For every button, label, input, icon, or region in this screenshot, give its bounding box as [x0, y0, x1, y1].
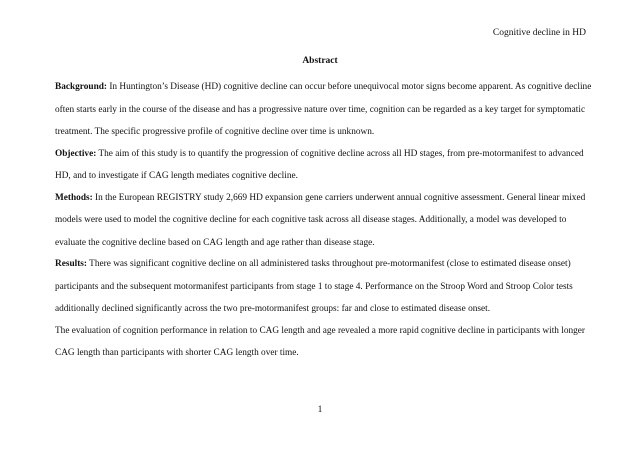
methods-paragraph: [55, 192, 595, 249]
page-number: 1: [317, 405, 323, 415]
methods-label: Methods:: [55, 192, 93, 203]
objective-text: The aim of this study is to quantify the progression of cognitive decline across all HD stages, from pre-motormanifest to advanced: [96, 148, 584, 159]
text-line: [55, 148, 595, 160]
text-line: [55, 258, 595, 270]
background-text: In Huntington’s Disease (HD) cognitive decline can occur before unequivocal motor signs become apparent. As cognitive decline: [107, 82, 592, 92]
running-head: Cognitive decline in HD: [492, 28, 586, 38]
text-line: CAG length than participants with shorter CAG length over time.: [55, 348, 299, 358]
text-line: treatment. The specific progressive profile of cognitive decline over time is unknown.: [55, 127, 375, 137]
text-line: often starts early in the course of the disease and has a progressive nature over time, cognition can be regarded as a key target for symptomatic: [55, 104, 586, 115]
text-line: [55, 192, 595, 204]
objective-label: Objective:: [55, 148, 97, 159]
methods-text: In the European REGISTRY study 2,669 HD expansion gene carriers underwent annual cognitive assessment. General linear mixed: [92, 192, 586, 203]
text-line: models were used to model the cognitive decline for each cognitive task across all disease stages. Additionally, a model was developed to: [55, 215, 567, 225]
text-line: HD, and to investigate if CAG length mediates cognitive decline.: [55, 171, 298, 181]
results-label: Results:: [55, 259, 88, 269]
text-line: [55, 81, 595, 93]
objective-paragraph: [55, 148, 595, 183]
background-label: Background:: [55, 82, 108, 92]
text-line: participants and the subsequent motormanifest participants from stage 1 to stage 4. Performance on the Stroop Word and Stroop Color tests: [55, 281, 573, 292]
background-paragraph: [55, 81, 595, 138]
abstract-body: [55, 81, 595, 359]
text-line: The evaluation of cognition performance in relation to CAG length and age revealed a more rapid cognitive decline in participants with longer: [55, 325, 585, 336]
results-paragraph: [55, 258, 595, 359]
text-line: additionally declined significantly across the two pre-motormanifest groups: far and close to estimated disease onset.: [55, 304, 491, 314]
abstract-title: Abstract: [302, 56, 338, 66]
text-line: evaluate the cognitive decline based on CAG length and age rather than disease stage.: [55, 237, 375, 248]
results-text: There was significant cognitive decline on all administered tasks throughout pre-motormanifest (close to estimated disease onset): [87, 259, 571, 269]
